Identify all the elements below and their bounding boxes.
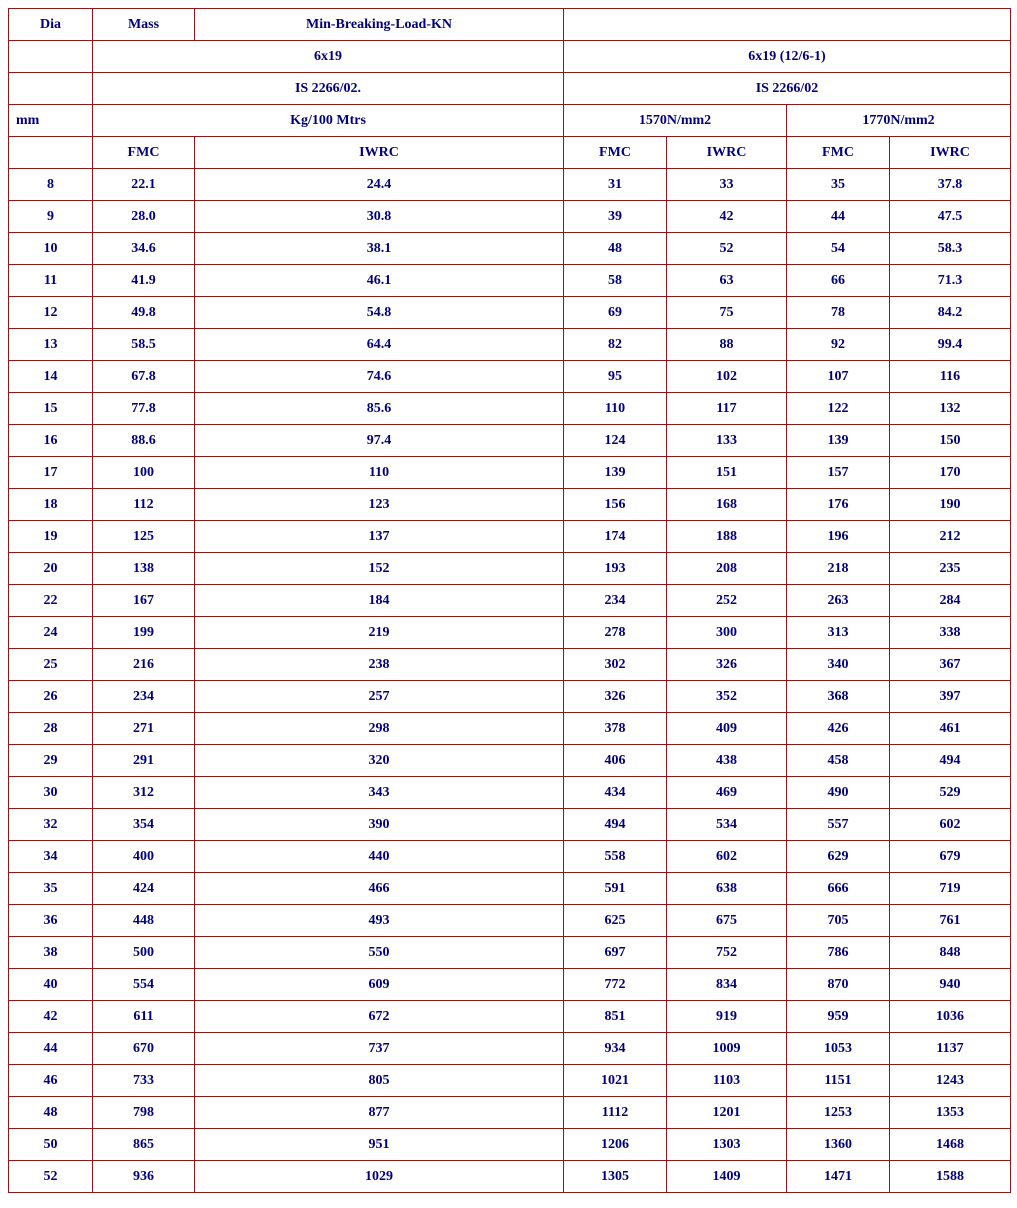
cell-1770-fmc: 458 (787, 745, 890, 777)
table-row (9, 905, 1011, 937)
cell-dia: 46 (9, 1065, 93, 1097)
table-row (9, 777, 1011, 809)
cell-mass-fmc: 199 (93, 617, 195, 649)
cell-1770-iwrc: 529 (890, 777, 1011, 809)
cell-1570-fmc: 139 (564, 457, 667, 489)
cell-1770-fmc: 368 (787, 681, 890, 713)
cell-mass-fmc: 865 (93, 1129, 195, 1161)
cell-1770-iwrc: 58.3 (890, 233, 1011, 265)
cell-dia: 17 (9, 457, 93, 489)
spec-table-container (8, 8, 1011, 1193)
cell-dia: 14 (9, 361, 93, 393)
cell-1770-fmc: 666 (787, 873, 890, 905)
cell-dia: 52 (9, 1161, 93, 1193)
cell-mass-fmc: 216 (93, 649, 195, 681)
cell-1570-iwrc: 75 (667, 297, 787, 329)
table-row (9, 1097, 1011, 1129)
header-dia: Dia (9, 9, 93, 41)
cell-1770-fmc: 705 (787, 905, 890, 937)
header-blank-cell (9, 137, 93, 169)
cell-mass-iwrc: 74.6 (195, 361, 564, 393)
cell-1570-iwrc: 352 (667, 681, 787, 713)
table-row (9, 553, 1011, 585)
cell-mass-iwrc: 805 (195, 1065, 564, 1097)
header-unit-mm: mm (9, 105, 93, 137)
cell-1770-iwrc: 99.4 (890, 329, 1011, 361)
cell-dia: 9 (9, 201, 93, 233)
cell-mass-fmc: 167 (93, 585, 195, 617)
cell-mass-fmc: 312 (93, 777, 195, 809)
cell-mass-iwrc: 152 (195, 553, 564, 585)
header-mass: Mass (93, 9, 195, 41)
table-row (9, 393, 1011, 425)
cell-1770-fmc: 107 (787, 361, 890, 393)
cell-1570-iwrc: 438 (667, 745, 787, 777)
cell-mass-fmc: 291 (93, 745, 195, 777)
header-grade-1770: 1770N/mm2 (787, 105, 1011, 137)
table-row (9, 1033, 1011, 1065)
cell-1570-fmc: 302 (564, 649, 667, 681)
cell-dia: 12 (9, 297, 93, 329)
header-blank-cell (9, 41, 93, 73)
cell-1570-fmc: 558 (564, 841, 667, 873)
cell-1570-fmc: 1021 (564, 1065, 667, 1097)
cell-mass-iwrc: 64.4 (195, 329, 564, 361)
cell-1770-iwrc: 71.3 (890, 265, 1011, 297)
header-row-standard (9, 73, 1011, 105)
cell-mass-fmc: 28.0 (93, 201, 195, 233)
cell-mass-iwrc: 38.1 (195, 233, 564, 265)
cell-mass-fmc: 500 (93, 937, 195, 969)
table-row (9, 1065, 1011, 1097)
table-row (9, 265, 1011, 297)
cell-1570-fmc: 48 (564, 233, 667, 265)
cell-1770-iwrc: 602 (890, 809, 1011, 841)
cell-1570-fmc: 591 (564, 873, 667, 905)
cell-1570-fmc: 58 (564, 265, 667, 297)
cell-1770-iwrc: 132 (890, 393, 1011, 425)
cell-1770-fmc: 786 (787, 937, 890, 969)
table-row (9, 457, 1011, 489)
cell-1570-iwrc: 675 (667, 905, 787, 937)
table-row (9, 297, 1011, 329)
cell-mass-fmc: 34.6 (93, 233, 195, 265)
cell-mass-iwrc: 257 (195, 681, 564, 713)
cell-1770-fmc: 44 (787, 201, 890, 233)
cell-1770-fmc: 490 (787, 777, 890, 809)
cell-1570-iwrc: 88 (667, 329, 787, 361)
table-row (9, 937, 1011, 969)
cell-1570-iwrc: 208 (667, 553, 787, 585)
cell-1570-iwrc: 602 (667, 841, 787, 873)
cell-1770-iwrc: 367 (890, 649, 1011, 681)
header-min-breaking-load: Min-Breaking-Load-KN (195, 9, 564, 41)
table-row (9, 617, 1011, 649)
header-row-titles (9, 9, 1011, 41)
cell-dia: 38 (9, 937, 93, 969)
cell-1770-iwrc: 37.8 (890, 169, 1011, 201)
cell-1770-fmc: 1360 (787, 1129, 890, 1161)
cell-1570-fmc: 39 (564, 201, 667, 233)
cell-1770-iwrc: 848 (890, 937, 1011, 969)
cell-dia: 26 (9, 681, 93, 713)
table-row (9, 649, 1011, 681)
cell-1570-iwrc: 252 (667, 585, 787, 617)
cell-mass-fmc: 400 (93, 841, 195, 873)
cell-mass-iwrc: 110 (195, 457, 564, 489)
cell-mass-fmc: 112 (93, 489, 195, 521)
header-g1-iwrc: IWRC (667, 137, 787, 169)
header-grade-1570: 1570N/mm2 (564, 105, 787, 137)
cell-mass-iwrc: 123 (195, 489, 564, 521)
cell-1570-iwrc: 52 (667, 233, 787, 265)
cell-1770-fmc: 1471 (787, 1161, 890, 1193)
cell-1770-iwrc: 284 (890, 585, 1011, 617)
cell-mass-iwrc: 737 (195, 1033, 564, 1065)
cell-1770-iwrc: 1137 (890, 1033, 1011, 1065)
table-row (9, 329, 1011, 361)
table-row (9, 233, 1011, 265)
cell-1770-iwrc: 1243 (890, 1065, 1011, 1097)
cell-dia: 36 (9, 905, 93, 937)
cell-1570-fmc: 1305 (564, 1161, 667, 1193)
cell-1570-iwrc: 834 (667, 969, 787, 1001)
cell-1570-fmc: 124 (564, 425, 667, 457)
cell-dia: 16 (9, 425, 93, 457)
header-standard-right: IS 2266/02 (564, 73, 1011, 105)
cell-1770-fmc: 78 (787, 297, 890, 329)
cell-1570-fmc: 1112 (564, 1097, 667, 1129)
cell-1570-iwrc: 300 (667, 617, 787, 649)
cell-1570-iwrc: 409 (667, 713, 787, 745)
cell-mass-iwrc: 466 (195, 873, 564, 905)
table-row (9, 425, 1011, 457)
cell-dia: 18 (9, 489, 93, 521)
cell-mass-iwrc: 550 (195, 937, 564, 969)
cell-1570-iwrc: 151 (667, 457, 787, 489)
header-row-construction (9, 41, 1011, 73)
cell-1770-fmc: 340 (787, 649, 890, 681)
header-unit-mass: Kg/100 Mtrs (93, 105, 564, 137)
table-row (9, 873, 1011, 905)
cell-1770-iwrc: 1353 (890, 1097, 1011, 1129)
cell-1770-fmc: 959 (787, 1001, 890, 1033)
cell-1570-iwrc: 1409 (667, 1161, 787, 1193)
table-row (9, 969, 1011, 1001)
cell-dia: 8 (9, 169, 93, 201)
cell-1570-fmc: 174 (564, 521, 667, 553)
cell-mass-fmc: 125 (93, 521, 195, 553)
cell-dia: 40 (9, 969, 93, 1001)
cell-mass-fmc: 424 (93, 873, 195, 905)
cell-1770-iwrc: 170 (890, 457, 1011, 489)
cell-mass-fmc: 554 (93, 969, 195, 1001)
cell-1770-fmc: 122 (787, 393, 890, 425)
cell-1570-fmc: 69 (564, 297, 667, 329)
wire-rope-spec-table (8, 8, 1011, 1193)
cell-dia: 24 (9, 617, 93, 649)
cell-1770-iwrc: 338 (890, 617, 1011, 649)
table-row (9, 361, 1011, 393)
cell-1770-fmc: 35 (787, 169, 890, 201)
cell-mass-fmc: 354 (93, 809, 195, 841)
cell-1770-fmc: 54 (787, 233, 890, 265)
cell-1770-iwrc: 190 (890, 489, 1011, 521)
header-mass-fmc: FMC (93, 137, 195, 169)
cell-1770-fmc: 426 (787, 713, 890, 745)
cell-1770-iwrc: 235 (890, 553, 1011, 585)
cell-mass-iwrc: 440 (195, 841, 564, 873)
table-row (9, 809, 1011, 841)
cell-1770-fmc: 139 (787, 425, 890, 457)
cell-dia: 29 (9, 745, 93, 777)
cell-1770-iwrc: 47.5 (890, 201, 1011, 233)
cell-dia: 35 (9, 873, 93, 905)
cell-1770-iwrc: 1468 (890, 1129, 1011, 1161)
cell-1570-iwrc: 638 (667, 873, 787, 905)
cell-mass-iwrc: 54.8 (195, 297, 564, 329)
cell-mass-fmc: 138 (93, 553, 195, 585)
cell-mass-iwrc: 219 (195, 617, 564, 649)
cell-mass-fmc: 58.5 (93, 329, 195, 361)
cell-dia: 34 (9, 841, 93, 873)
cell-mass-iwrc: 343 (195, 777, 564, 809)
cell-1570-fmc: 851 (564, 1001, 667, 1033)
cell-1770-iwrc: 212 (890, 521, 1011, 553)
cell-dia: 30 (9, 777, 93, 809)
table-row (9, 713, 1011, 745)
table-row (9, 489, 1011, 521)
cell-mass-iwrc: 1029 (195, 1161, 564, 1193)
cell-dia: 42 (9, 1001, 93, 1033)
cell-1770-fmc: 263 (787, 585, 890, 617)
cell-1570-iwrc: 1201 (667, 1097, 787, 1129)
cell-mass-iwrc: 877 (195, 1097, 564, 1129)
cell-1770-fmc: 1053 (787, 1033, 890, 1065)
cell-1770-fmc: 557 (787, 809, 890, 841)
cell-1770-iwrc: 940 (890, 969, 1011, 1001)
cell-mass-fmc: 733 (93, 1065, 195, 1097)
cell-dia: 19 (9, 521, 93, 553)
cell-mass-fmc: 448 (93, 905, 195, 937)
cell-dia: 20 (9, 553, 93, 585)
cell-1570-iwrc: 33 (667, 169, 787, 201)
cell-1570-fmc: 156 (564, 489, 667, 521)
header-standard-left: IS 2266/02. (93, 73, 564, 105)
table-row (9, 841, 1011, 873)
table-row (9, 745, 1011, 777)
cell-1770-iwrc: 1036 (890, 1001, 1011, 1033)
cell-dia: 15 (9, 393, 93, 425)
cell-mass-iwrc: 238 (195, 649, 564, 681)
cell-mass-iwrc: 97.4 (195, 425, 564, 457)
cell-1770-fmc: 870 (787, 969, 890, 1001)
header-row-units (9, 105, 1011, 137)
cell-mass-fmc: 234 (93, 681, 195, 713)
cell-1570-iwrc: 1103 (667, 1065, 787, 1097)
cell-1570-iwrc: 919 (667, 1001, 787, 1033)
cell-1570-iwrc: 326 (667, 649, 787, 681)
cell-1570-fmc: 406 (564, 745, 667, 777)
cell-mass-fmc: 88.6 (93, 425, 195, 457)
cell-1770-iwrc: 116 (890, 361, 1011, 393)
cell-1570-fmc: 697 (564, 937, 667, 969)
cell-mass-fmc: 670 (93, 1033, 195, 1065)
header-construction-right: 6x19 (12/6-1) (564, 41, 1011, 73)
cell-mass-iwrc: 46.1 (195, 265, 564, 297)
cell-1770-fmc: 313 (787, 617, 890, 649)
cell-mass-fmc: 41.9 (93, 265, 195, 297)
cell-1770-iwrc: 84.2 (890, 297, 1011, 329)
cell-mass-iwrc: 390 (195, 809, 564, 841)
cell-1770-fmc: 196 (787, 521, 890, 553)
cell-dia: 11 (9, 265, 93, 297)
cell-mass-iwrc: 320 (195, 745, 564, 777)
cell-1770-fmc: 176 (787, 489, 890, 521)
cell-1570-iwrc: 534 (667, 809, 787, 841)
cell-dia: 48 (9, 1097, 93, 1129)
table-row (9, 169, 1011, 201)
cell-dia: 25 (9, 649, 93, 681)
table-row (9, 201, 1011, 233)
table-row (9, 1161, 1011, 1193)
cell-mass-fmc: 798 (93, 1097, 195, 1129)
cell-1570-fmc: 110 (564, 393, 667, 425)
header-row-core (9, 137, 1011, 169)
cell-1570-iwrc: 752 (667, 937, 787, 969)
cell-1770-fmc: 1151 (787, 1065, 890, 1097)
table-row (9, 681, 1011, 713)
cell-dia: 44 (9, 1033, 93, 1065)
cell-1770-fmc: 66 (787, 265, 890, 297)
cell-mass-fmc: 936 (93, 1161, 195, 1193)
cell-1570-fmc: 625 (564, 905, 667, 937)
cell-1770-fmc: 629 (787, 841, 890, 873)
cell-dia: 10 (9, 233, 93, 265)
cell-mass-fmc: 22.1 (93, 169, 195, 201)
cell-mass-iwrc: 298 (195, 713, 564, 745)
cell-1570-fmc: 326 (564, 681, 667, 713)
header-mass-iwrc: IWRC (195, 137, 564, 169)
cell-1570-iwrc: 133 (667, 425, 787, 457)
cell-1770-iwrc: 494 (890, 745, 1011, 777)
cell-mass-iwrc: 24.4 (195, 169, 564, 201)
cell-mass-iwrc: 30.8 (195, 201, 564, 233)
cell-1770-iwrc: 679 (890, 841, 1011, 873)
cell-1570-fmc: 1206 (564, 1129, 667, 1161)
cell-mass-fmc: 271 (93, 713, 195, 745)
cell-mass-iwrc: 672 (195, 1001, 564, 1033)
cell-1770-fmc: 157 (787, 457, 890, 489)
cell-1570-fmc: 193 (564, 553, 667, 585)
cell-1770-iwrc: 1588 (890, 1161, 1011, 1193)
cell-1570-iwrc: 1303 (667, 1129, 787, 1161)
cell-1770-iwrc: 397 (890, 681, 1011, 713)
header-blank-cell (9, 73, 93, 105)
cell-1770-fmc: 92 (787, 329, 890, 361)
cell-mass-fmc: 611 (93, 1001, 195, 1033)
cell-mass-iwrc: 609 (195, 969, 564, 1001)
table-row (9, 1001, 1011, 1033)
table-row (9, 585, 1011, 617)
cell-mass-fmc: 100 (93, 457, 195, 489)
cell-mass-fmc: 49.8 (93, 297, 195, 329)
header-construction-left: 6x19 (93, 41, 564, 73)
cell-mass-fmc: 67.8 (93, 361, 195, 393)
header-g1-fmc: FMC (564, 137, 667, 169)
cell-1570-fmc: 494 (564, 809, 667, 841)
cell-mass-iwrc: 951 (195, 1129, 564, 1161)
cell-1570-fmc: 434 (564, 777, 667, 809)
cell-mass-iwrc: 184 (195, 585, 564, 617)
cell-1570-fmc: 31 (564, 169, 667, 201)
cell-dia: 50 (9, 1129, 93, 1161)
cell-1570-iwrc: 117 (667, 393, 787, 425)
cell-1570-fmc: 772 (564, 969, 667, 1001)
header-empty-cell (564, 9, 1011, 41)
cell-1770-iwrc: 150 (890, 425, 1011, 457)
cell-mass-iwrc: 493 (195, 905, 564, 937)
cell-1570-fmc: 82 (564, 329, 667, 361)
cell-1570-iwrc: 469 (667, 777, 787, 809)
cell-1570-iwrc: 168 (667, 489, 787, 521)
header-g2-iwrc: IWRC (890, 137, 1011, 169)
cell-1570-fmc: 934 (564, 1033, 667, 1065)
cell-dia: 32 (9, 809, 93, 841)
cell-1570-iwrc: 1009 (667, 1033, 787, 1065)
cell-mass-fmc: 77.8 (93, 393, 195, 425)
cell-mass-iwrc: 137 (195, 521, 564, 553)
cell-dia: 13 (9, 329, 93, 361)
cell-dia: 28 (9, 713, 93, 745)
cell-1770-iwrc: 761 (890, 905, 1011, 937)
header-g2-fmc: FMC (787, 137, 890, 169)
cell-1770-iwrc: 719 (890, 873, 1011, 905)
cell-1770-iwrc: 461 (890, 713, 1011, 745)
cell-1570-iwrc: 63 (667, 265, 787, 297)
cell-1570-iwrc: 188 (667, 521, 787, 553)
table-row (9, 521, 1011, 553)
cell-1770-fmc: 1253 (787, 1097, 890, 1129)
cell-1570-fmc: 278 (564, 617, 667, 649)
table-row (9, 1129, 1011, 1161)
cell-1570-fmc: 378 (564, 713, 667, 745)
cell-1770-fmc: 218 (787, 553, 890, 585)
cell-1570-iwrc: 102 (667, 361, 787, 393)
cell-1570-fmc: 234 (564, 585, 667, 617)
cell-dia: 22 (9, 585, 93, 617)
cell-1570-fmc: 95 (564, 361, 667, 393)
cell-1570-iwrc: 42 (667, 201, 787, 233)
cell-mass-iwrc: 85.6 (195, 393, 564, 425)
